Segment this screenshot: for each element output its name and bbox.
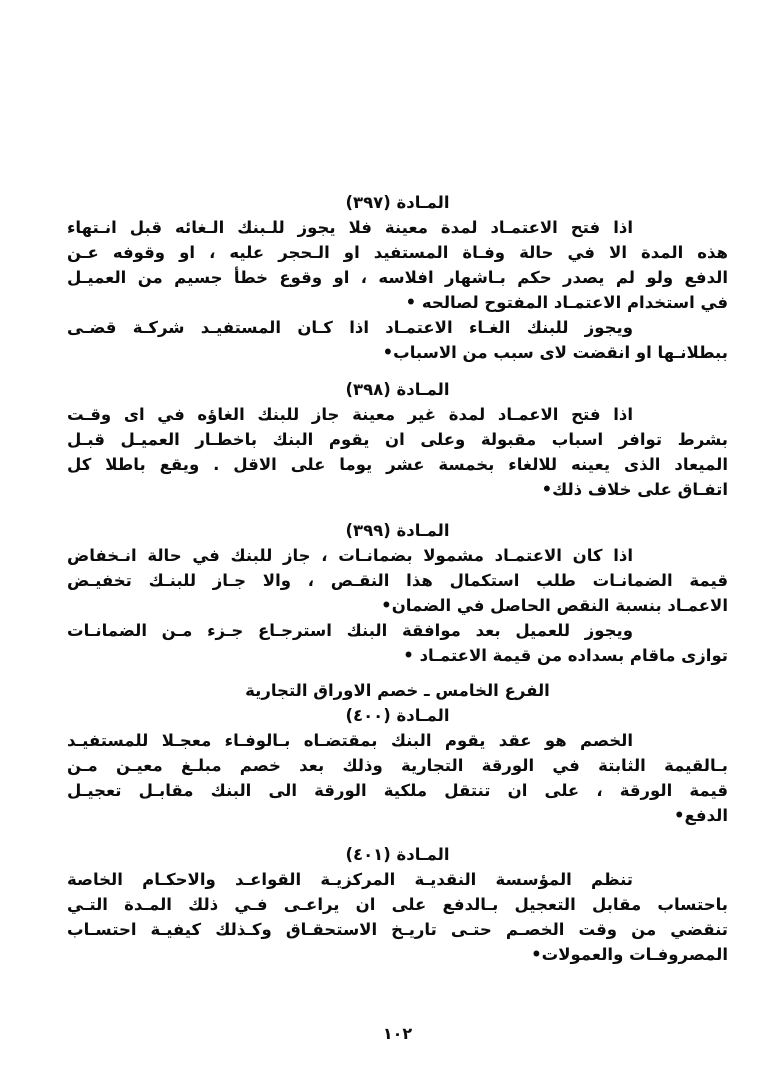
article-398-heading: المـادة (٣٩٨) xyxy=(345,380,450,399)
article-401-heading: المـادة (٤٠١) xyxy=(345,845,450,864)
text-line: المصروفـات والعمولات• xyxy=(531,945,728,964)
text-line: الاعمـاد بنسبة النقص الحاصل في الضمان• xyxy=(381,596,728,615)
text-line: اذا فتح الاعتمـاد لمدة معينة فلا يجوز للـبنك الـغائه قبل انـتهاء xyxy=(67,218,633,237)
text-line: باحتساب مقابل التعجيل بـالدفع على ان يراعـى فـي ذلك المـدة التـي xyxy=(67,895,728,914)
text-line: بـالقيمة الثابتة في الورقة التجارية وذلك بعد خصم مبلـغ معيـن مـن xyxy=(67,756,728,775)
article-401 xyxy=(67,842,728,967)
page-number: ١٠٢ xyxy=(382,1024,413,1043)
text-line: بشرط توافر اسباب مقبولة وعلى ان يقوم البنك باخطـار العميـل قبـل xyxy=(67,430,728,449)
text-line: تنظم المؤسسة النقديـة المركزيـة القواعـد والاحكـام الخاصة xyxy=(67,870,633,889)
text-line: تنقضي من وقت الخصـم حتـى تاريـخ الاستحقـاق وكـذلك كيفيـة احتسـاب xyxy=(67,920,728,939)
section-5-heading: الفرع الخامس ـ خصم الاوراق التجارية xyxy=(245,681,550,700)
text-line: ويجوز للبنك الغـاء الاعتمـاد اذا كـان المستفيـد شركـة قضـى xyxy=(67,318,633,337)
article-399 xyxy=(67,518,728,668)
text-line: ببطلانـها او انقضت لاى سبب من الاسباب• xyxy=(382,343,728,362)
text-line: الخصم هو عقد يقوم البنك بمقتضـاه بـالوفـاء معجـلا للمستفيـد xyxy=(67,731,633,750)
text-line: اذا كان الاعتمـاد مشمولا بضمانـات ، جاز للبنك في حالة انـخفاض xyxy=(67,546,633,565)
text-line: الدفع ولو لم يصدر حكم بـاشهار افلاسه ، او وقوع خطأ جسيم من العميـل xyxy=(67,268,728,287)
article-397-heading: المـادة (٣٩٧) xyxy=(345,193,450,212)
article-398 xyxy=(67,377,728,502)
text-line: قيمة الورقة ، على ان تنتقل ملكية الورقة الى البنك مقابـل تعجيـل xyxy=(67,781,728,800)
article-400 xyxy=(67,678,728,828)
text-line: اتفـاق على خلاف ذلك• xyxy=(541,480,728,499)
document-body xyxy=(67,190,728,967)
text-line: الميعاد الذى يعينه للالغاء بخمسة عشر يوما على الاقل . ويقع باطلا كل xyxy=(67,455,728,474)
text-line: قيمة الضمانـات طلب استكمال هذا النقـص ، والا جـاز للبنـك تخفيـض xyxy=(67,571,728,590)
article-399-heading: المـادة (٣٩٩) xyxy=(345,521,450,540)
text-line: الدفع• xyxy=(673,806,728,825)
text-line: اذا فتح الاعمـاد لمدة غير معينة جاز للبنك الغاؤه في اى وقـت xyxy=(67,405,633,424)
text-line: ويجوز للعميل بعد موافقة البنك استرجـاع جـزء مـن الضمانـات xyxy=(67,621,633,640)
article-400-heading: المـادة (٤٠٠) xyxy=(345,706,450,725)
text-line: توازى ماقام بسداده من قيمة الاعتمـاد • xyxy=(403,646,728,665)
article-397 xyxy=(67,190,728,365)
text-line: هذه المدة الا في حالة وفـاة المستفيد او الـحجر عليه ، او وقوفه عـن xyxy=(67,243,728,262)
text-line: في استخدام الاعتمـاد المفتوح لصالحه • xyxy=(405,293,728,312)
